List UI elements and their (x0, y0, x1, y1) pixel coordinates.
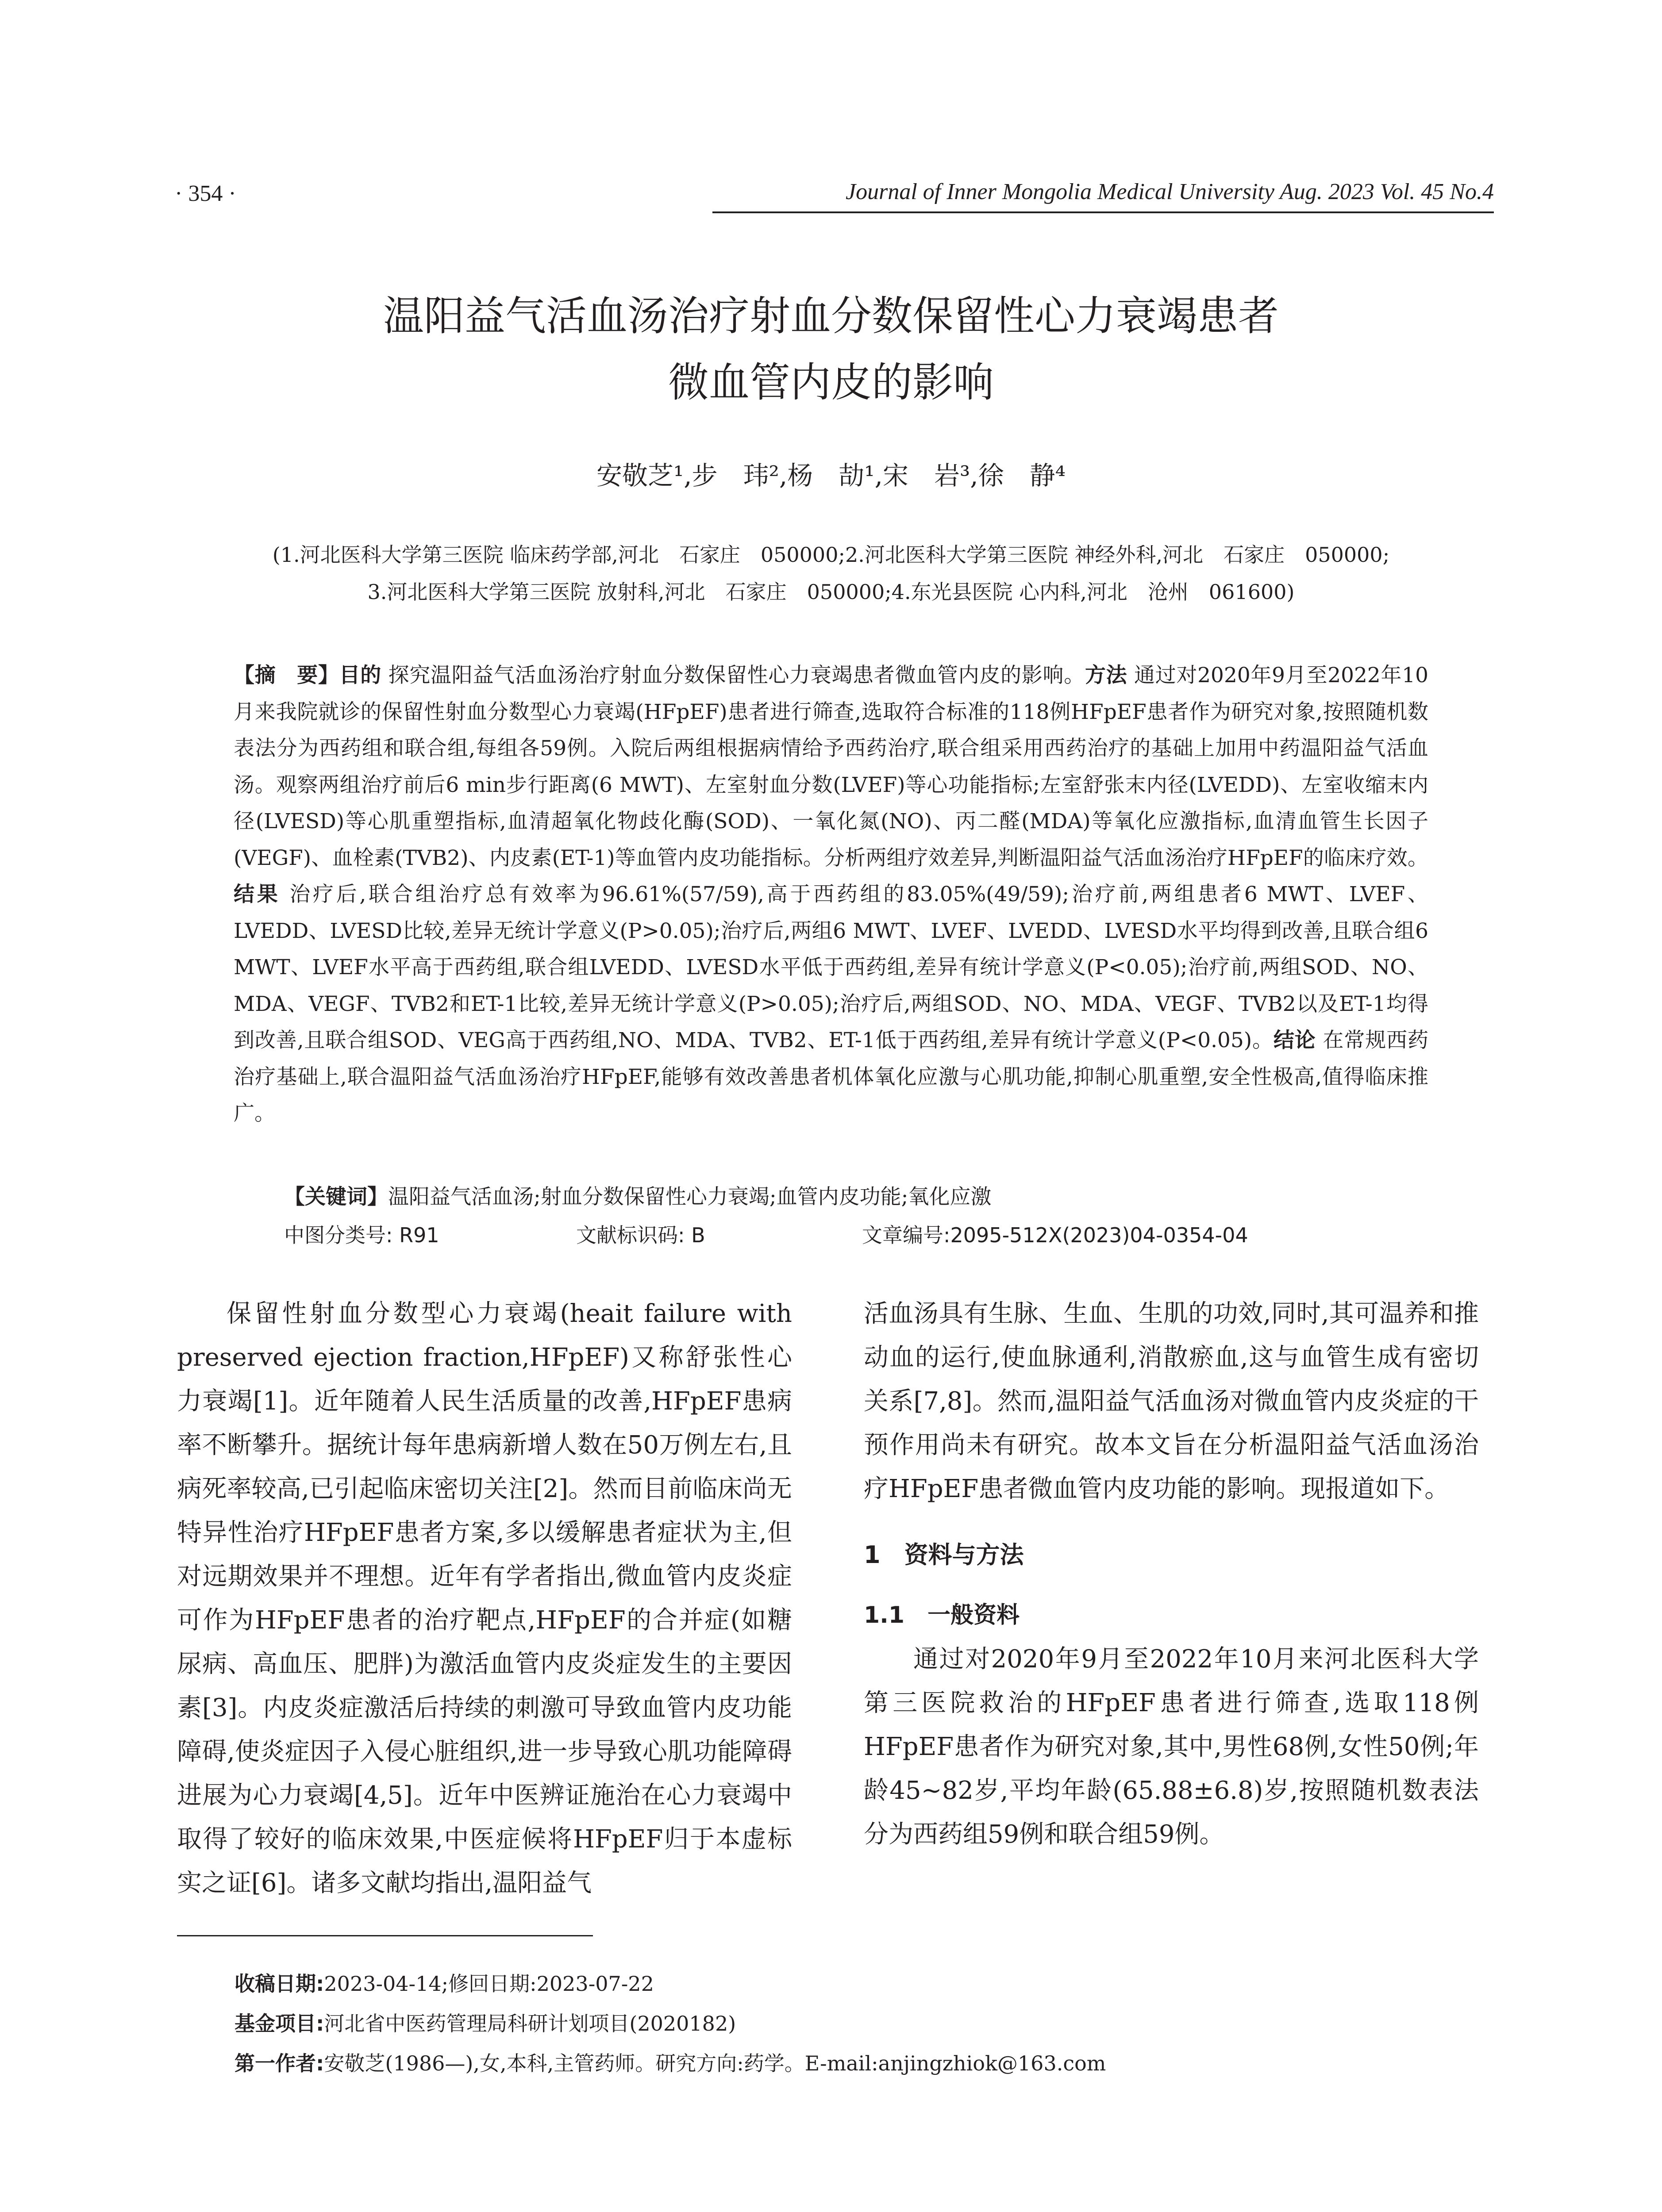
section-heading: 1 资料与方法 (864, 1541, 1024, 1569)
keywords-text: 温阳益气活血汤;射血分数保留性心力衰竭;血管内皮功能;氧化应激 (388, 1185, 992, 1209)
fund-label: 基金项目: (235, 2012, 324, 2035)
result-label: 结果 (234, 882, 281, 906)
footnote-rule (177, 1935, 593, 1936)
article-title (177, 283, 1485, 416)
abstract-conclusion: 在常规西药治疗基础上,联合温阳益气活血汤治疗HFpEF,能够有效改善患者机体氧化应激与心肌功能,抑制心肌重塑,安全性极高,值得临床推广。 (234, 1028, 1429, 1125)
title-line-1: 温阳益气活血汤治疗射血分数保留性心力衰竭患者 (383, 292, 1279, 340)
fund-value: 河北省中医药管理局科研计划项目(2020182) (324, 2012, 736, 2035)
abstract (234, 657, 1428, 1132)
header-rule (712, 211, 1494, 213)
author-value: 安敬芝(1986—),女,本科,主管药师。研究方向:药学。E-mail:anjingzhiok@163.com (324, 2051, 1106, 2075)
affiliation-line-2: 3.河北医科大学第三医院 放射科,河北 石家庄 050000;4.东光县医院 心内科,河北 沧州 061600) (367, 580, 1295, 604)
aim-label: 目的 (339, 663, 381, 687)
general-data-paragraph: 通过对2020年9月至2022年10月来河北医科大学第三医院救治的HFpEF患者进行筛查,选取118例HFpEF患者作为研究对象,其中,男性68例,女性50例;年龄45~82岁,平均年龄(65.88±6.8)岁,按照随机数表法分为西药组59例和联合组59例。 (864, 1645, 1479, 1849)
abstract-result: 治疗后,联合组治疗总有效率为96.61%(57/59),高于西药组的83.05%(49/59);治疗前,两组患者6 MWT、LVEF、LVEDD、LVESD比较,差异无统计学意义(P>0.05);治疗后,两组6 MWT、LVEF、LVEDD、LVESD水平均得到改善,且联合组6 MWT、LVEF水平高于西药组,联合组LVEDD、LVESD水平低于西药组,差异有统计学意义(P<0.05);治疗前,两组SOD、NO、MDA、VEGF、TVB2和ET-1比较,差异无统计学意义(P>0.05);治疗后,两组SOD、NO、MDA、VEGF、TVB2以及ET-1均得到改善,且联合组SOD、VEG高于西药组,NO、MDA、TVB2、ET-1低于西药组,差异有统计学意义(P<0.05)。 (234, 882, 1428, 1052)
body-right-column (864, 1292, 1479, 1856)
title-line-2: 微血管内皮的影响 (668, 359, 994, 406)
dates-value: 2023-04-14;修回日期:2023-07-22 (324, 1972, 654, 1996)
page-number: · 354 · (175, 181, 236, 206)
author-list: 安敬芝¹,步 玮²,杨 劼¹,宋 岩³,徐 静⁴ (596, 461, 1066, 491)
document-code: 文献标识码: B (576, 1223, 705, 1247)
author-label: 第一作者: (235, 2051, 324, 2075)
article-number: 文章编号:2095-512X(2023)04-0354-04 (862, 1223, 1248, 1247)
journal-header: Journal of Inner Mongolia Medical University Aug. 2023 Vol. 45 No.4 (846, 179, 1494, 204)
abstract-aim: 探究温阳益气活血汤治疗射血分数保留性心力衰竭患者微血管内皮的影响。 (388, 663, 1085, 687)
conclusion-label: 结论 (1273, 1028, 1316, 1052)
abstract-method: 通过对2020年9月至2022年10月来我院就诊的保留性射血分数型心力衰竭(HFpEF)患者进行筛查,选取符合标准的118例HFpEF患者作为研究对象,按照随机数表法分为西药组和联合组,每组各59例。入院后两组根据病情给予西药治疗,联合组采用西药治疗的基础上加用中药温阳益气活血汤。观察两组治疗前后6 min步行距离(6 MWT)、左室射血分数(LVEF)等心功能指标;左室舒张末内径(LVEDD)、左室收缩末内径(LVESD)等心肌重塑指标,血清超氧化物歧化酶(SOD)、一氧化氮(NO)、丙二醛(MDA)等氧化应激指标,血清血管生长因子(VEGF)、血栓素(TVB2)、内皮素(ET-1)等血管内皮功能指标。分析两组疗效差异,判断温阳益气活血汤治疗HFpEF的临床疗效。 (234, 663, 1429, 870)
affiliations (177, 536, 1485, 611)
fund-project (235, 2004, 1496, 2043)
received-dates (235, 1964, 1496, 2003)
clc-number: 中图分类号: R91 (284, 1223, 439, 1247)
keywords (284, 1180, 1426, 1210)
intro-continuation: 活血汤具有生脉、生血、生肌的功效,同时,其可温养和推动血的运行,使血脉通利,消散瘀血,这与血管生成有密切关系[7,8]。然而,温阳益气活血汤对微血管内皮炎症的干预作用尚未有研究。故本文旨在分析温阳益气活血汤治疗HFpEF患者微血管内皮功能的影响。现报道如下。 (864, 1299, 1479, 1503)
subsection-heading: 1.1 一般资料 (864, 1602, 1020, 1628)
body-left-column (177, 1292, 792, 1905)
abstract-label: 【摘 要】 (234, 663, 339, 687)
intro-paragraph: 保留性射血分数型心力衰竭(heait failure with preserved ejection fraction,HFpEF)又称舒张性心力衰竭[1]。近年随着人民生活质量的改善,HFpEF患病率不断攀升。据统计每年患病新增人数在50万例左右,且病死率较高,已引起临床密切关注[2]。然而目前临床尚无特异性治疗HFpEF患者方案,多以缓解患者症状为主,但对远期效果并不理想。近年有学者指出,微血管内皮炎症可作为HFpEF患者的治疗靶点,HFpEF的合并症(如糖尿病、高血压、肥胖)为激活血管内皮炎症发生的主要因素[3]。内皮炎症激活后持续的刺激可导致血管内皮功能障碍,使炎症因子入侵心脏组织,进一步导致心肌功能障碍进展为心力衰竭[4,5]。近年中医辨证施治在心力衰竭中取得了较好的临床效果,中医症候将HFpEF归于本虚标实之证[6]。诸多文献均指出,温阳益气 (177, 1299, 792, 1897)
method-label: 方法 (1085, 663, 1127, 687)
first-author (235, 2044, 1496, 2083)
affiliation-line-1: (1.河北医科大学第三医院 临床药学部,河北 石家庄 050000;2.河北医科大学第三医院 神经外科,河北 石家庄 050000; (272, 543, 1390, 567)
dates-label: 收稿日期: (235, 1972, 324, 1996)
keywords-label: 【关键词】 (284, 1185, 388, 1209)
